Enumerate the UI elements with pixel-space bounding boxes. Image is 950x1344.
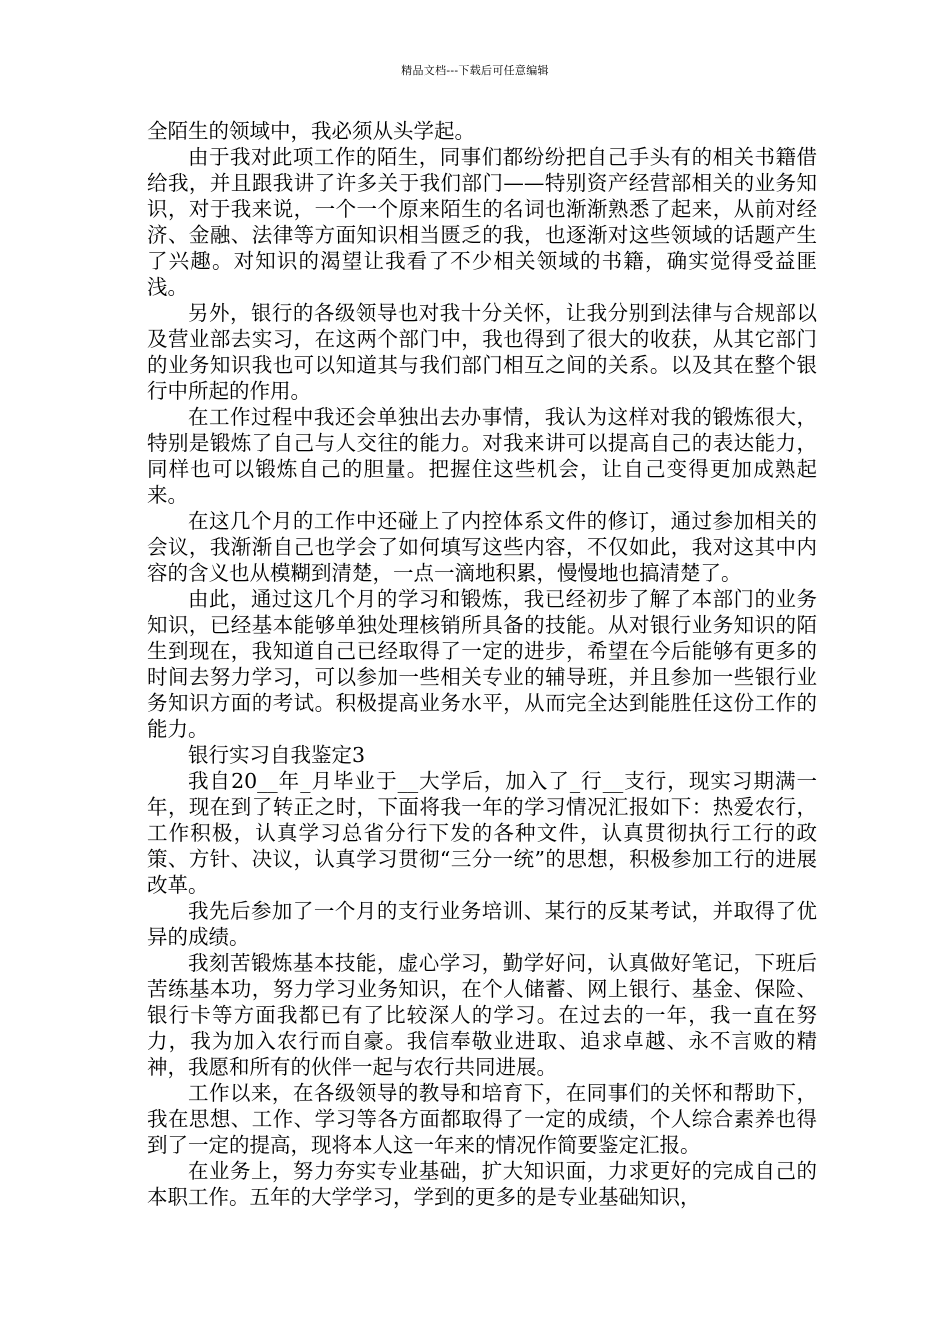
- paragraph: 工作以来，在各级领导的教导和培育下，在同事们的关怀和帮助下，我在思想、工作、学习等各方面都取得了一定的成绩，个人综合素养也得到了一定的提高，现将本人这一年来的情况作简要鉴定汇报。: [147, 1081, 817, 1157]
- paragraph: 由此，通过这几个月的学习和锻炼，我已经初步了解了本部门的业务知识，已经基本能够单独处理核销所具备的技能。从对银行业务知识的陌生到现在，我知道自己已经取得了一定的进步，希望在今后能够有更多的时间去努力学习，可以参加一些相关专业的辅导班，并且参加一些银行业务知识方面的考试。积极提高业务水平，从而完全达到能胜任这份工作的能力。: [147, 587, 817, 741]
- paragraph: 另外，银行的各级领导也对我十分关怀，让我分别到法律与合规部以及营业部去实习，在这两个部门中，我也得到了很大的收获，从其它部门的业务知识我也可以知道其与我们部门相互之间的关系。以及其在整个银行中所起的作用。: [147, 301, 817, 403]
- paragraph: 我刻苦锻炼基本技能，虚心学习，勤学好问，认真做好笔记，下班后苦练基本功，努力学习业务知识，在个人储蓄、网上银行、基金、保险、银行卡等方面我都已有了比较深人的学习。在过去的一年，我一直在努力，我为加入农行而自豪。我信奉敬业进取、追求卓越、永不言败的精神，我愿和所有的伙伴一起与农行共同进展。: [147, 951, 817, 1079]
- paragraph: 我先后参加了一个月的支行业务培训、某行的反某考试，并取得了优异的成绩。: [147, 899, 817, 949]
- paragraph: 在工作过程中我还会单独出去办事情，我认为这样对我的锻炼很大，特别是锻炼了自己与人交往的能力。对我来讲可以提高自己的表达能力，同样也可以锻炼自己的胆量。把握住这些机会，让自己变得更加成熟起来。: [147, 405, 817, 507]
- page-header: 精品文档---下载后可任意编辑: [401, 64, 549, 77]
- paragraph: 由于我对此项工作的陌生，同事们都纷纷把自己手头有的相关书籍借给我，并且跟我讲了许多关于我们部门——特别资产经营部相关的业务知识，对于我来说，一个一个原来陌生的名词也渐渐熟悉了起来，从前对经济、金融、法律等方面知识相当匮乏的我，也逐渐对这些领域的话题产生了兴趣。对知识的渴望让我看了不少相关领域的书籍，确实觉得受益匪浅。: [147, 145, 817, 299]
- paragraph: 在这几个月的工作中还碰上了内控体系文件的修订，通过参加相关的会议，我渐渐自己也学会了如何填写这些内容，不仅如此，我对这其中内容的含义也从模糊到清楚，一点一滴地积累，慢慢地也搞清楚了。: [147, 509, 817, 585]
- section-heading: 银行实习自我鉴定3: [188, 743, 366, 767]
- document-body: [147, 118, 817, 1210]
- paragraph-continuation: 全陌生的领域中，我必须从头学起。: [147, 119, 475, 143]
- paragraph: 我自20__年_月毕业于__大学后，加入了_行__支行，现实习期满一年，现在到了转正之时，下面将我一年的学习情况汇报如下：热爱农行，工作积极，认真学习总省分行下发的各种文件，认真贯彻执行工行的政策、方针、决议，认真学习贯彻“三分一统”的思想，积极参加工行的进展改革。: [147, 769, 817, 897]
- paragraph: 在业务上，努力夯实专业基础，扩大知识面，力求更好的完成自己的本职工作。五年的大学学习，学到的更多的是专业基础知识，: [147, 1159, 817, 1209]
